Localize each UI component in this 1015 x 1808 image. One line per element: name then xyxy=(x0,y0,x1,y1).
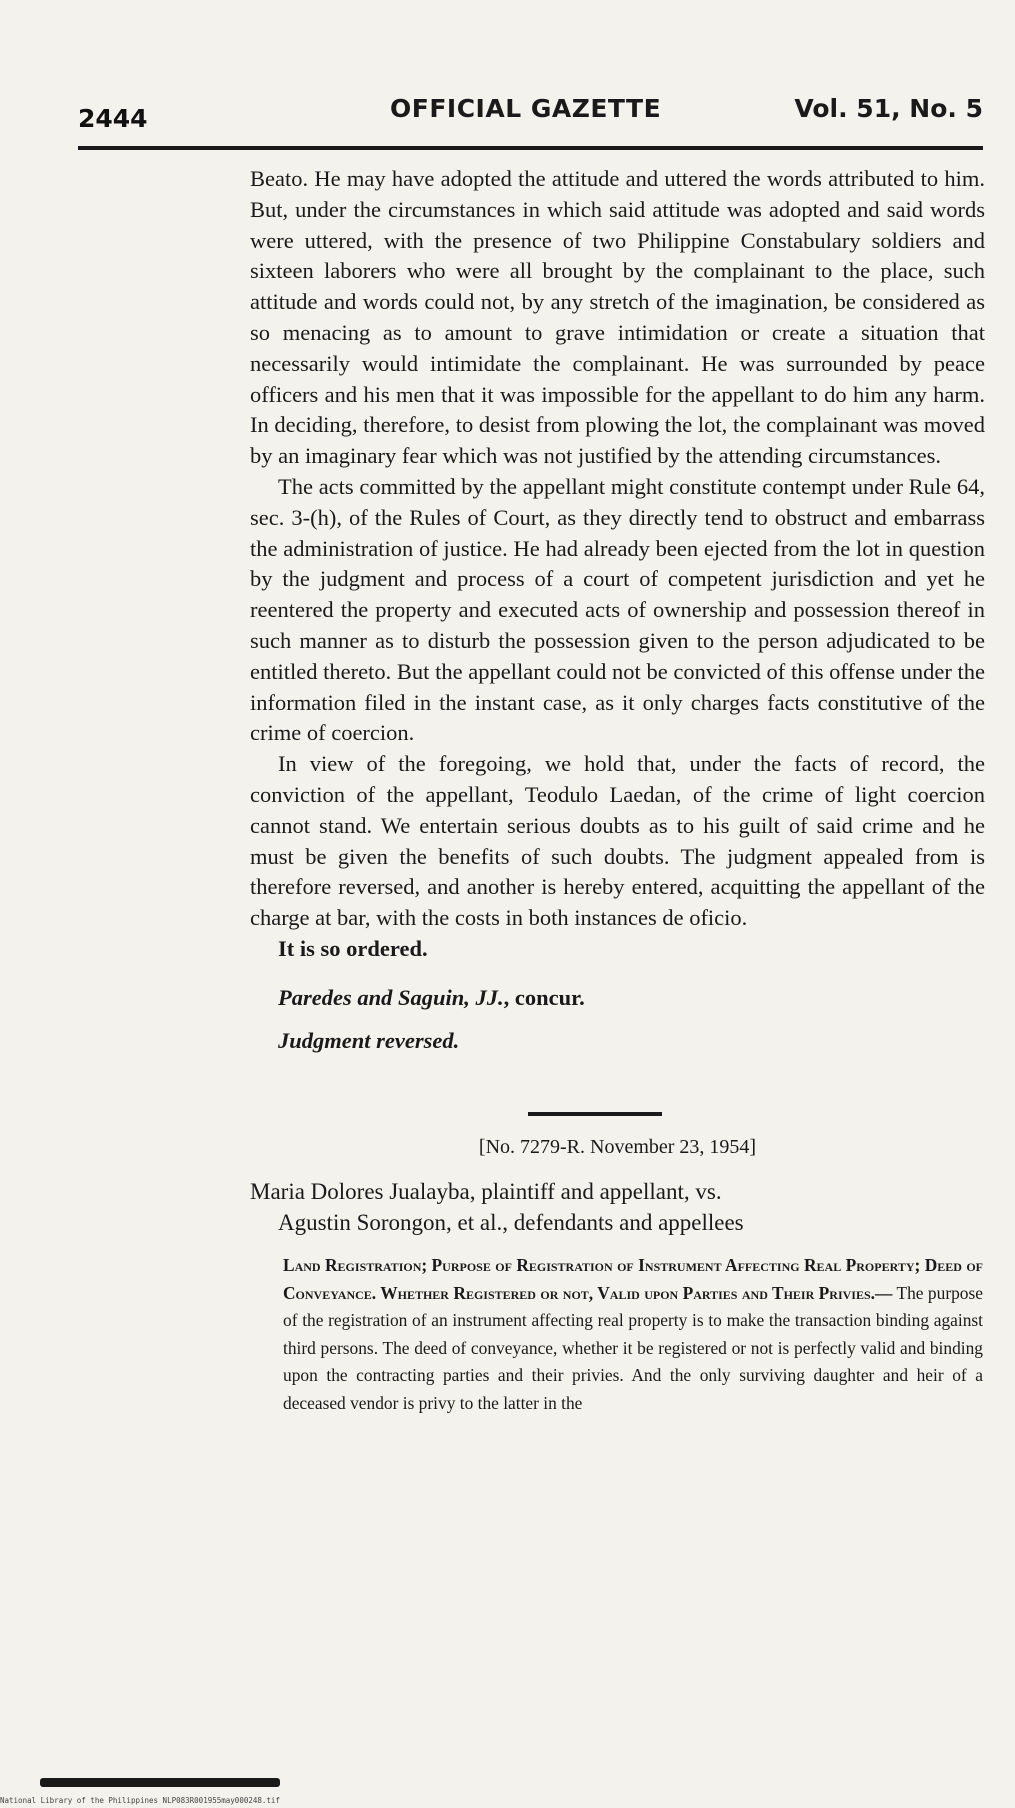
case-header: [No. 7279-R. November 23, 1954] xyxy=(478,1136,757,1158)
syllabus-heading: Land Registration; Purpose of Registration of Instrument Affecting Real Property; Deed of Conveyance. Whether Registered or not, Valid upon Parties and Their Privies.— xyxy=(283,1255,983,1303)
case-parties xyxy=(250,1176,985,1238)
page-header xyxy=(78,92,983,132)
judgment-reversed: Judgment reversed. xyxy=(278,1027,460,1053)
paragraph-1: Beato. He may have adopted the attitude and uttered the words attributed to him. But, under the circumstances in which said attitude was adopted and said words were uttered, with the presence of two Philippine Constabulary soldiers and sixteen laborers who were all brought by the complainant to the place, such attitude and words could not, by any stretch of the imagination, be considered as so menacing as to amount to grave intimidation or create a situation that necessarily would intimidate the complainant. He was surrounded by peace officers and his men that it was impossible for the appellant to do him any harm. In deciding, therefore, to desist from plowing the lot, the complainant was moved by an imaginary fear which was not justified by the attending circumstances. xyxy=(250,166,985,469)
party-plaintiff: Maria Dolores Jualayba, plaintiff and appellant, vs. xyxy=(250,1179,722,1204)
section-divider xyxy=(528,1112,662,1116)
paragraph-3: In view of the foregoing, we hold that, under the facts of record, the conviction of the appellant, Teodulo Laedan, of the crime of light coercion cannot stand. We entertain serious doubts as to his guilt of said crime and he must be given the benefits of such doubts. The judgment appealed from is therefore reversed, and another is hereby entered, acquitting the appellant of the charge at bar, with the costs in both instances de oficio. xyxy=(250,751,985,931)
paragraph-2: The acts committed by the appellant might constitute contempt under Rule 64, sec. 3-(h), of the Rules of Court, as they directly tend to obstruct and embarrass the administration of justice. He had already been ejected from the lot in question by the judgment and process of a court of competent jurisdiction and yet he reentered the property and executed acts of ownership and possession thereof in such manner as to disturb the possession given to the person adjudicated to be entitled thereto. But the appellant could not be convicted of this offense under the information filed in the instant case, as it only charges facts constitutive of the crime of coercion. xyxy=(250,473,985,746)
syllabus-text: The purpose of the registration of an instrument affecting real property is to make the transaction binding against third persons. The deed of conveyance, whether it be registered or not is perfectly valid and binding upon the contracting parties and their privies. And the only surviving daughter and heir of a deceased vendor is privy to the latter in the xyxy=(283,1282,983,1413)
gazette-title: OFFICIAL GAZETTE xyxy=(390,94,662,123)
concurrence: Paredes and Saguin, JJ., concur. xyxy=(278,984,585,1010)
concurring-justices: Paredes and Saguin, JJ. xyxy=(278,984,504,1010)
scan-footer: National Library of the Philippines NLP083R001955may000248.tif xyxy=(0,1796,280,1805)
page-number: 2444 xyxy=(78,104,148,133)
syllabus xyxy=(283,1252,983,1418)
header-rule xyxy=(78,146,983,150)
volume-number: Vol. 51, No. 5 xyxy=(794,94,983,123)
decision-body xyxy=(250,164,985,1056)
party-defendants: Agustin Sorongon, et al., defendants and appellees xyxy=(278,1210,744,1235)
so-ordered: It is so ordered. xyxy=(278,935,428,961)
scan-edge-mark xyxy=(40,1778,280,1787)
